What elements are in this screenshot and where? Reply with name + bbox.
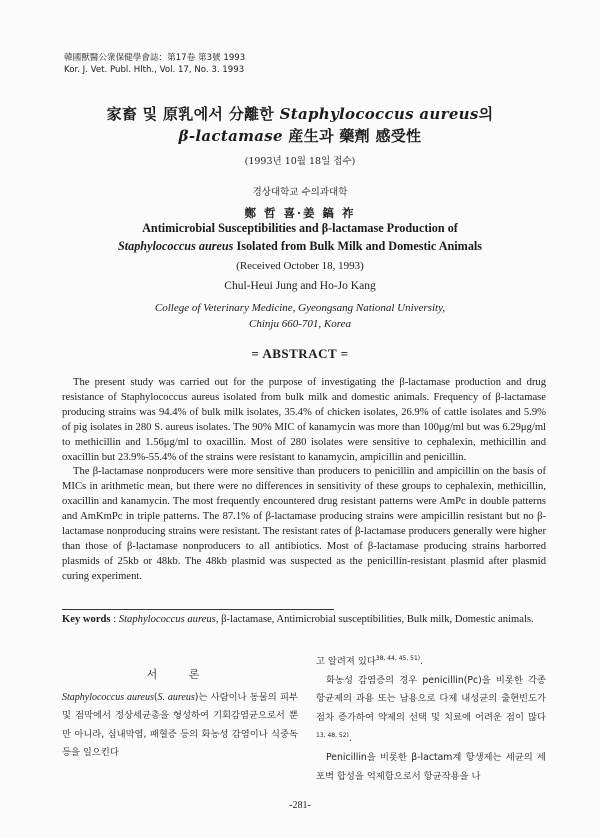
english-received-date: (Received October 18, 1993): [236, 260, 364, 272]
english-title-line2: [0, 239, 600, 254]
korean-title-rest: 産生과 藥劑 感受性: [282, 127, 422, 145]
intro-continued-line: [316, 650, 546, 672]
introduction-heading: 서 론: [146, 668, 214, 681]
english-title-rest: Isolated from Bulk Milk and Domestic Animals: [233, 239, 483, 253]
intro-period: .: [348, 733, 352, 745]
intro-continued-text: 고 알려져 있다: [316, 656, 376, 668]
citation-ref: 38, 44, 45, 51): [375, 655, 421, 662]
korean-title-line2: [0, 125, 600, 146]
keywords-species: Staphylococcus aureus: [118, 614, 216, 625]
page-number: -281-: [289, 800, 311, 811]
abstract-body: [62, 376, 546, 585]
intro-species-abbrev: S. aureus: [157, 691, 195, 703]
intro-period: .: [420, 656, 424, 668]
korean-authors: 鄭 哲 喜·姜 鎬 祚: [244, 206, 356, 220]
english-affiliation-line2: Chinju 660-701, Korea: [249, 318, 351, 330]
introduction-paragraph-3: Penicillin을 비롯한 β-lactam계 항생제는 세균의 세포벽 합성을 억제함으로서 항균작용을 나: [316, 752, 546, 782]
korean-title-particle: 의: [478, 105, 494, 123]
english-title-species: Staphylococcus aureus: [117, 239, 234, 253]
english-authors: Chul-Heui Jung and Ho-Jo Kang: [224, 280, 376, 292]
keywords-list: , β-lactamase, Antimicrobial susceptibilities, Bulk milk, Domestic animals.: [215, 614, 534, 625]
keywords-label: Key words: [62, 614, 111, 625]
intro-text: )는 사람이나 동물의 피부 및 점막에서 정상세균총을 형성하여 기회감염균으로서 뿐만 아니라, 심내막염, 패혈증 등의 화농성 감염이나 식중독 등을 일으킨다: [62, 691, 298, 759]
korean-title-species: Staphylococcus aureus: [279, 105, 479, 123]
english-affiliation-line1: College of Veterinary Medicine, Gyeongsang National University,: [154, 302, 446, 314]
korean-title-text: 家畜 및 原乳에서 分離한: [106, 105, 280, 123]
korean-title-line1: [0, 103, 600, 124]
abstract-paragraph-1: The present study was carried out for the purpose of investigating the β-lactamase production and drug resistance of Staphylococcus aureus isolated from bulk milk and domestic animals. Frequency of β-lactamase producing strains was 94.4% of bulk milk isolates, 35.4% of chicken isolates, 26.9% of cattle isolates and 5.9% of pig isolates in 280 S. aureus isolates. The 90% MIC of kanamycin was more than 100μg/ml but was 6.29μg/ml to methicillin and 1.56μg/ml to oxacillin. Most of 280 isolates were sensitive to cephalexin, methicillin and oxacillin but 23.9%-55.4% of the strains were resistant to kanamycin, ampicillin and penicillin.: [62, 377, 546, 463]
introduction-paragraph-2: [316, 672, 546, 749]
keywords-colon: :: [110, 614, 119, 625]
introduction-left-column: [62, 666, 298, 763]
abstract-paragraph-2: The β-lactamase nonproducers were more sensitive than producers to penicillin and ampicillin on the basis of MICs in arithmetic mean, but there were no differences in sensitivity of these groups to cephalexin, methicillin, oxacillin and kanamycin. The most frequently encountered drug resistant patterns were AmPc in double patterns and AmKmPc in triple patterns. The 87.1% of β-lactamase producing strains were ampicillin resistant but no β-lactamase nonproducing strains were resistant. The resistant rates of β-lactamase producers generally were higher than those of β-lactamase nonproducers to all antibiotics. Most of β-lactamase producing strains harborred plasmids of 25kb or 48kb. The 48kb plasmid was suspected as the penicillin-resistant plasmid after plasmid curing experiment.: [62, 466, 546, 582]
journal-header-korean: 韓國獸醫公衆保健學會誌：第17卷 第3號 1993: [64, 53, 246, 63]
journal-header: [64, 52, 245, 76]
intro-species: Staphylococcus aureus: [62, 691, 154, 703]
introduction-right-column: [316, 650, 546, 786]
abstract-heading: = ABSTRACT =: [251, 346, 349, 361]
abstract-divider: [62, 609, 334, 610]
intro-paren: (: [153, 691, 158, 703]
korean-received-date: (1993년 10월 18일 접수): [244, 156, 356, 167]
intro-para2-text: 화농성 감염증의 경우 penicillin(Pc)을 비롯한 각종 항균제의 과용 또는 남용으로 다제 내성균의 출현빈도가 점차 증가하여 약제의 선택 및 치료에 어려운 점이 많다: [316, 674, 546, 723]
citation-ref: 13, 48, 52): [316, 732, 349, 740]
english-title-line1: Antimicrobial Susceptibilities and β-lactamase Production of: [142, 221, 458, 235]
keywords: [62, 612, 546, 627]
journal-header-english: Kor. J. Vet. Publ. Hlth., Vol. 17, No. 3. 1993: [64, 65, 245, 75]
korean-affiliation: 경상대학교 수의과대학: [252, 187, 348, 198]
korean-title-enzyme: β-lactamase: [178, 127, 283, 145]
introduction-paragraph-1: [62, 689, 298, 763]
